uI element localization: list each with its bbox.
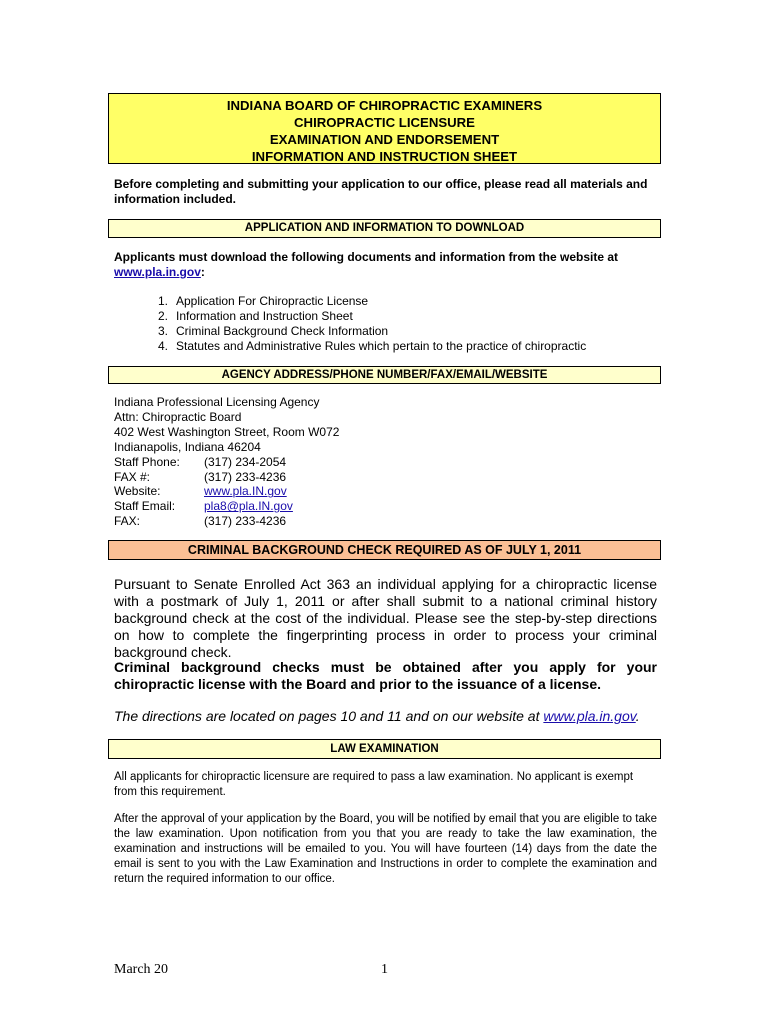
- download-website-link[interactable]: www.pla.in.gov: [114, 265, 201, 279]
- download-lead: [114, 250, 659, 280]
- agency-section-header: AGENCY ADDRESS/PHONE NUMBER/FAX/EMAIL/WEBSITE: [108, 366, 661, 384]
- fax-label: FAX #:: [114, 469, 151, 484]
- law-exam-paragraph-2: After the approval of your application by the Board, you will be notified by email that you are eligible to take the law examination. Upon notification from you that you are ready to take the law examination, the examination and instructions will be emailed to you. You will have fourteen (14) days from the date the email is sent to you with the Law Examination and Instructions in order to complete the examination and return the required information to our office.: [114, 813, 657, 885]
- fax-value: (317) 233-4236: [204, 469, 287, 484]
- download-lead-text: Applicants must download the following documents and information from the website at: [114, 250, 619, 264]
- agency-attn: Attn: Chiropractic Board: [114, 409, 242, 424]
- list-item: [158, 309, 586, 324]
- download-lead-colon: :: [200, 265, 205, 279]
- download-section-header: APPLICATION AND INFORMATION TO DOWNLOAD: [108, 219, 661, 238]
- website-label: Website:: [114, 484, 161, 499]
- agency-phone-row: [114, 455, 339, 470]
- title-line-3: EXAMINATION AND ENDORSEMENT: [269, 132, 500, 147]
- fax-label-2: FAX:: [114, 514, 141, 529]
- list-item-number: 1.: [158, 294, 169, 308]
- agency-street: 402 West Washington Street, Room W072: [114, 424, 340, 439]
- agency-fax2-row: [114, 514, 339, 529]
- agency-email-row: [114, 499, 339, 514]
- title-line-2: CHIROPRACTIC LICENSURE: [294, 115, 475, 130]
- list-item-text: Information and Instruction Sheet: [176, 309, 353, 323]
- background-check-header: CRIMINAL BACKGROUND CHECK REQUIRED AS OF JULY 1, 2011: [108, 540, 661, 560]
- background-check-paragraph-3: [114, 708, 657, 725]
- directions-website-link[interactable]: www.pla.in.gov: [543, 708, 636, 724]
- directions-period: .: [635, 708, 640, 724]
- phone-label: Staff Phone:: [114, 454, 180, 469]
- title-line-4: INFORMATION AND INSTRUCTION SHEET: [251, 149, 518, 164]
- footer-page-number: 1: [381, 962, 388, 977]
- list-item-text: Statutes and Administrative Rules which pertain to the practice of chiropractic: [176, 339, 587, 353]
- list-item-number: 2.: [158, 309, 169, 323]
- list-item-text: Criminal Background Check Information: [176, 324, 389, 338]
- agency-website-row: [114, 484, 339, 499]
- agency-city: Indianapolis, Indiana 46204: [114, 439, 261, 454]
- directions-text: The directions are located on pages 10 and 11 and on our website at: [114, 708, 540, 724]
- document-title-box: [108, 93, 661, 164]
- background-check-paragraph-2: Criminal background checks must be obtained after you apply for your chiropractic license with the Board and prior to the issuance of a license.: [114, 659, 657, 692]
- list-item-number: 3.: [158, 324, 169, 338]
- law-exam-paragraph-1: All applicants for chiropractic licensure are required to pass a law examination. No applicant is exempt from this requirement.: [114, 771, 634, 798]
- list-item-text: Application For Chiropractic License: [176, 294, 369, 308]
- download-document-list: [158, 294, 586, 354]
- agency-fax1-row: [114, 470, 339, 485]
- list-item: [158, 339, 586, 354]
- title-line-1: INDIANA BOARD OF CHIROPRACTIC EXAMINERS: [226, 98, 543, 113]
- agency-address-block: [114, 395, 339, 529]
- background-check-paragraph-1: Pursuant to Senate Enrolled Act 363 an individual applying for a chiropractic license with a postmark of July 1, 2011 or after shall submit to a national criminal history background check at the cost of the individual. Please see the step-by-step directions on how to complete the fingerprinting process in order to process your criminal background check.: [114, 576, 657, 660]
- intro-paragraph: Before completing and submitting your application to our office, please read all materials and information included.: [114, 177, 648, 206]
- list-item-number: 4.: [158, 339, 169, 353]
- footer-date: March 20: [114, 962, 169, 977]
- list-item: [158, 294, 586, 309]
- agency-email-link[interactable]: pla8@pla.IN.gov: [204, 499, 293, 514]
- law-exam-header: LAW EXAMINATION: [108, 739, 661, 759]
- fax-value-2: (317) 233-4236: [204, 514, 287, 529]
- phone-value: (317) 234-2054: [204, 454, 287, 469]
- email-label: Staff Email:: [114, 499, 176, 514]
- agency-website-link[interactable]: www.pla.IN.gov: [204, 484, 287, 499]
- agency-name: Indiana Professional Licensing Agency: [114, 395, 320, 409]
- list-item: [158, 324, 586, 339]
